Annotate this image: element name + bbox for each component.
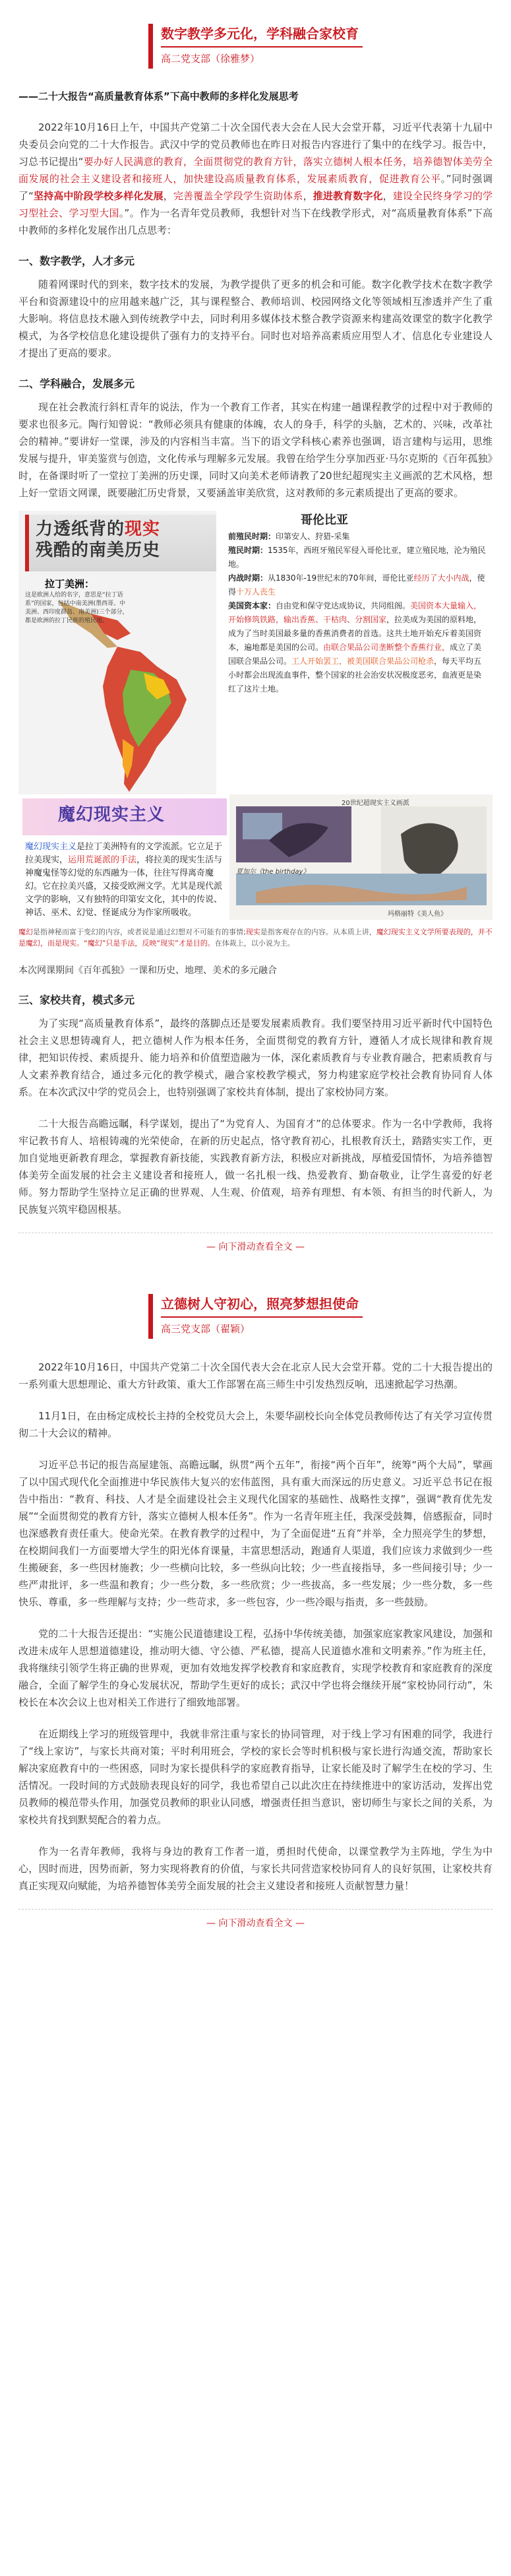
map-title: 拉丁美洲： <box>45 578 95 590</box>
section2-header <box>18 1294 493 1339</box>
latin-america-map <box>18 574 216 794</box>
section1-author: 高二党支部（徐雅梦） <box>161 53 260 65</box>
section1-read-more[interactable] <box>18 1233 493 1254</box>
section1-paragraph-5: 二十大报告高瞻远瞩，科学谋划，提出了“为党育人、为国育才”的总体要求。作为一名中学教师，我将牢记教书育人、培根铸魂的光荣使命，在新的历史起点，恪守教育初心，扎根教育沃土，踏踏实实工作，更加自觉地更新教育理念，掌握教育新技能，实践教育新方法，积极应对新挑战，厚植爱国情怀，为培养德智体美劳全面发展的社会主义建设者和接班人，做一名扎根一线、热爱教育、勤奋敬业，让学生喜爱的好老师。努力帮助学生坚持立足正确的世界观、人生观、价值观，培养有理想、有本领、有担当的时代新人，为民族复兴筑牢稳固根基。 <box>18 1118 493 1215</box>
section2-paragraph-2: 11月1日，在由杨定成校长主持的全校党员大会上，朱要华副校长向全体党员教师传达了有关学习宣传贯彻二十大会议的精神。 <box>18 1410 493 1439</box>
magic-realism-panel <box>18 794 229 920</box>
section2-title: 立德树人守初心，照亮梦想担使命 <box>161 1294 363 1318</box>
lesson-slides-figure <box>18 511 493 920</box>
section2-paragraph-6: 作为一名青年教师，我将与身边的教育工作者一道，勇担时代使命，以课堂教学为主阵地，学生为中心，因时而进，因势而新，努力实现将教育的价值，与家长共同营造家校协同育人的良好氛围，让家校共育真正实现双向赋能，为培养德智体美劳全面发展的社会主义建设者和接班人贡献智慧力量！ <box>18 1846 493 1892</box>
figure-top-slide <box>18 511 493 794</box>
section2-accent-bar <box>148 1294 153 1339</box>
magic-realism-text: 魔幻现实主义是拉丁美洲特有的文学流派。它立足于拉美现实，运用荒诞派的手法，将拉美的现实生活与神魔鬼怪等幻觉的东西融为一体，往往写得离奇魔幻。它在拉美兴盛，又接受欧洲文学。尤其是现代派文学的影响，又有独特的印第安文化，其中的传说、神话、巫术、幻觉、怪诞成分为作家所吸收。 <box>25 842 223 918</box>
section1-paragraph-2: 随着网课时代的到来，数字技术的发展，为教学提供了更多的机会和可能。数字化教学技术在数字教学平台和资源建设中的应用越来越广泛，其与课程整合、教师培训、校园网络文化等领域相互渗透并产生了重大影响。将信息技术融入到传统教学中去，同时利用多媒体技术整合教学资源来构建高效课堂的数字化教学模式，为各学校信息化建设提供了强有力的支持平台。同时也对培养高素质应用型人才、信息化专业建设人才提出了更高的要求。 <box>18 278 493 359</box>
section1-header <box>18 0 493 69</box>
painting-top-caption: 20世纪超现实主义画派 <box>342 800 409 807</box>
section2-read-more[interactable] <box>18 1909 493 1931</box>
figure-colombia-text: 哥伦比亚 前殖民时期：印第安人、狩猎-采集 殖民时期：1535年，西班牙殖民军侵入哥伦比亚，建立殖民地，沦为殖民地。 内战时期：从1830年-19世纪末的70年间，哥伦比亚经历了大小内战，使得十万人丧生 美国资本家：自由党和保守党达成协议，共同组阁。美国资本大量输入，开始修筑铁路，输出香蕉、干枯肉、分割国家，拉美成为美国的原料地，成为了当时美国最多量的香蕉消费者的首选。这共土地开始充斥着美国资本，遍地都是美国的公司。由联合果品公司垄断整个香蕉行业，成立了美国联合果品公司。工人开始罢工，被美国联合果品公司枪杀，每天平均五小时都会出现流血事件，整个国家的社会治安状况极度恶劣，血液更是染红了这片土地。 <box>228 513 489 696</box>
section2-paragraph-3: 习近平总书记的报告高屋建瓴、高瞻远瞩，纵贯“两个五年”，衔接“两个百年”，统筹“两个大局”，擘画了以中国式现代化全面推进中华民族伟大复兴的宏伟蓝图，具有重大而深远的历史意义。习近平总书记在报告中指出：“教育、科技、人才是全面建设社会主义现代化国家的基础性、战略性支撑”，强调“教育优先发展”“全面贯彻党的教育方针，落实立德树人根本任务”。作为一名青年班主任，我深受鼓舞，倍感振奋，同时也深感教育责任重大。使命光荣。在教育教学的过程中，为了全面促进“五育”并举，全力照亮学生的梦想，在校期间我们一方面要增大学生的阳光体育课量，丰富思想活动，跑通育人渠道，我们应该力求做到少一些生搬硬套，多一些因材施教；少一些横向比较，多一些纵向比较；少一些直接指导，多一些间接引导；少一些严肃批评，多一些温和教育；少一些分数，多一些欣赏；少一些拔高，多一些发展；少一些分数，多一些快乐、尊重，多一些理解与支持；少一些苛求，多一些包容，少一些冷眼与指责，多一些鼓励。 <box>18 1459 493 1608</box>
section2-paragraph-5: 在近期线上学习的班级管理中，我就非常注重与家长的协同管理，对于线上学习有困难的同学，我进行了“线上家访”，与家长共商对策；平时利用班会，学校的家长会等时机积极与家长进行沟通交流，帮助家长解决家庭教育中的一些困惑，同时为家长提供科学的家庭教育指导，让家长能及时了解学生在校的学习、生活情况。一段时间的方式鼓励表现良好的同学，我也希望自己以此次庄在持续推进中的家访活动，发挥出党员教师的模范带头作用，加强党员教师的职业认同感，增强责任担当意识，密切师生与家长之间的关系，为家校共育找到默契配合的着力点。 <box>18 1728 493 1826</box>
section1-paragraph-1: 2022年10月16日上午，中国共产党第二十次全国代表大会在人民大会堂开幕，习近平代表第十九届中央委员会向党的二十大作报告。武汉中学的党员教师也在昨日对报告内容进行了集中的在线学习。报告中，习总书记提出“要办好人民满意的教育，全面贯彻党的教育方针，落实立德树人根本任务，培养德智体美劳全面发展的社会主义建设者和接班人，加快建设高质量教育体系，发展素质教育，促进教育公平。”同时强调了“坚持高中阶段学校多样化发展，完善覆盖全学段学生资助体系，推进教育数字化，建设全民终身学习的学习型社会、学习型大国。”。作为一名青年党员教师，我想针对当下在线教学形式，对“高质量教育体系”下高中教师的多样化发展作出几点思考： <box>18 121 493 236</box>
section1-paragraph-3: 现在社会教流行斜杠青年的说法，作为一个教育工作者，其实在构建一趟课程教学的过程中对于教师的要求也很多元。陶行知曾说：“教师必须具有健康的体魄，农人的身手，科学的头脑，艺术的、兴味，改革社会的精神。”要讲好一堂课，涉及的内容相当丰富。当下的语文学科核心素养也强调，语言建构与运用，思维发展与提升，审美鉴赏与创造，文化传承与理解多元发展。我曾在给学生分享加西亚·马尔克斯的《百年孤独》时，在备课时听了一堂拉丁美洲的历史课，同时又向美术老师请教了20世纪超现实主义画派的艺术风格，想上好一堂语文网课，既要融汇历史背景，又要涵盖审美欣赏，这对教师的多元素质提出了更高的要求。 <box>18 401 493 499</box>
painting-caption-1: 夏加尔《the birthday》 <box>236 868 310 876</box>
figure-extra-text: 魔幻是指神秘而富于变幻的内容，或者说是通过幻想对不可能有的事情;现实是指客观存在的内容。从本质上讲，魔幻现实主义文学所要表现的，并不是魔幻，而是现实。“魔幻”只是手法，反映“现实”才是目的。在体裁上，以小说为主。 <box>18 928 493 948</box>
section1-accent-bar <box>148 24 153 69</box>
section1-read-more-link[interactable]: — 向下滑动查看全文 — <box>206 1242 305 1252</box>
painting-caption-2: 玛格丽特《美人鱼》 <box>388 911 447 918</box>
colombia-title: 哥伦比亚 <box>301 513 348 527</box>
figure-left-title-box <box>25 515 216 571</box>
figure-bottom-slide <box>18 794 493 920</box>
surrealism-paintings <box>229 794 493 920</box>
section1-body <box>18 88 493 1218</box>
section1-subheading-3: 三、家校共育，模式多元 <box>18 994 135 1006</box>
section2-paragraph-1: 2022年10月16日，中国共产党第二十次全国代表大会在北京人民大会堂开幕。党的二十大报告提出的一系列重大思想理论、重大方针政策、重大工作部署在高三师生中引发热烈反响，迅速掀起学习热潮。 <box>18 1361 493 1390</box>
section2-body <box>18 1359 493 1894</box>
section2-paragraph-4: 党的二十大报告还提出：“实施公民道德建设工程，弘扬中华传统美德，加强家庭家教家风建设，加强和改进未成年人思想道德建设，推动明大德、守公德、严私德，提高人民道德水准和文明素养。”作为班主任，我将继续引领学生将正确的世界观，更加有效地发挥学校教育和家庭教育，实现学校教育和家庭教育的深度融合，全面了解学生的身心发展状况，帮助学生更好的成长；武汉中学也将会继续开展“家校协同行动”，朱校长在本次会议上也对相关工作进行了细致地部署。 <box>18 1628 493 1708</box>
section1-subheading-2: 二、学科融合，发展多元 <box>18 377 135 390</box>
figure-left-title: 力透纸背的现实 残酷的南美历史 <box>36 519 161 560</box>
section1-subheading-1: 一、数字教学，人才多元 <box>18 255 135 267</box>
map-description: 这是欧洲人给的名字，意思是“拉丁语系”的国家，包括中南美洲(墨西哥、中美洲、西印度群岛、南美洲)三个部分，都是欧洲的拉丁民族的殖民地。 <box>25 592 129 624</box>
section2-author: 高三党支部（翟颖） <box>161 1323 251 1335</box>
section1-title: 数字教学多元化，学科融合家校育 <box>161 24 363 48</box>
figure-caption: 本次网课期间《百年孤独》一课和历史、地理、美术的多元融合 <box>18 965 277 976</box>
section1-headline: ——二十大报告“高质量教育体系”下高中教师的多样化发展思考 <box>18 90 299 102</box>
section1-paragraph-4: 为了实现“高质量教育体系”，最终的落脚点还是要发展素质教育。我们要坚持用习近平新时代中国特色社会主义思想铸魂育人，把立德树人作为根本任务，全面贯彻党的教育方针，遵循人才成长规律和教育规律，把知识传授、素质提升、能力培养和价值塑造融为一体，深化素质教育与专业教育融合，把素质教育与人文素养教育结合，通过多元化的教学模式，融合家校教学模式，努力构建家庭学校社会教育协同育人体系。在本次武汉中学的党员会上，也特别强调了家校共育体制，提出了家校协同方案。 <box>18 1017 493 1098</box>
section2-read-more-link[interactable]: — 向下滑动查看全文 — <box>206 1918 305 1929</box>
painting-image <box>229 794 493 920</box>
magic-realism-title: 魔幻现实主义 <box>58 805 165 825</box>
